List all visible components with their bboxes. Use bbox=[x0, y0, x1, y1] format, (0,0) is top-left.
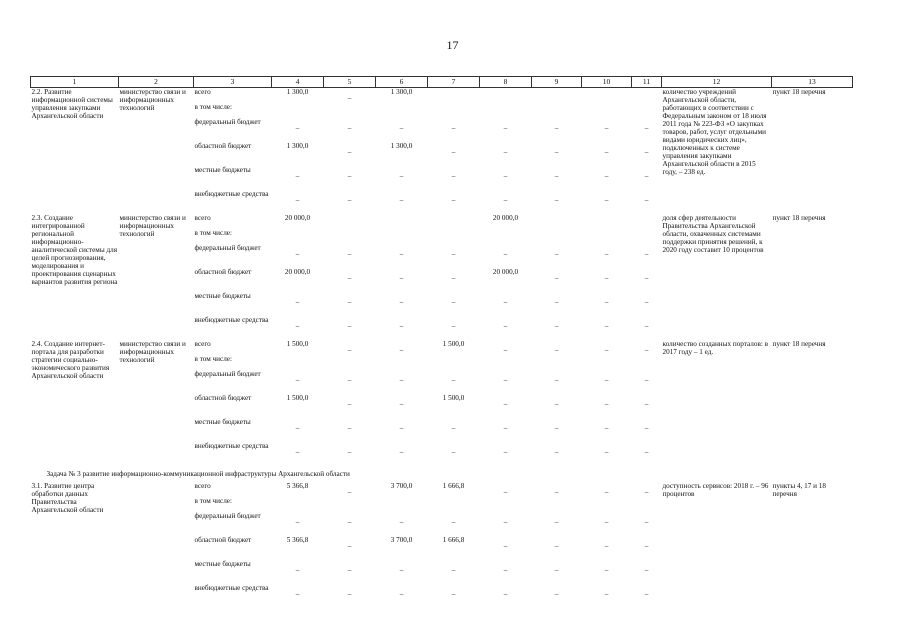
value-cell: – bbox=[554, 124, 559, 132]
value-cell bbox=[632, 88, 662, 104]
value-cell: 20 000,0 bbox=[284, 268, 311, 276]
funding-source: в том числе: bbox=[194, 103, 232, 111]
value-cell: – bbox=[554, 250, 559, 258]
value-cell: – bbox=[503, 250, 508, 258]
value-cell: – bbox=[554, 148, 559, 156]
value-cell bbox=[480, 103, 532, 118]
measure-name: 2.4. Создание интернет-портала для разработки стратегии социально-экономического развития Архангельской области bbox=[31, 340, 110, 380]
value-cell: – bbox=[399, 250, 404, 258]
measure-name: 2.3. Создание интегрированной региональной информационно-аналитической системы для целей прогнозирования, моделирования и проектирования сценарных вариантов развития региона bbox=[31, 214, 118, 286]
value-cell: – bbox=[604, 448, 609, 456]
reference: пункт 18 перечня bbox=[772, 340, 826, 348]
executor: министерство связи и информационных технологий bbox=[119, 88, 186, 112]
executor: министерство связи и информационных технологий bbox=[119, 340, 186, 364]
header-col: 7 bbox=[428, 77, 480, 88]
value-cell: – bbox=[503, 566, 508, 574]
value-cell: – bbox=[644, 566, 649, 574]
value-cell: – bbox=[604, 274, 609, 282]
funding-source: всего bbox=[194, 88, 211, 96]
value-cell: 3 700,0 bbox=[390, 536, 413, 544]
page-number: 17 bbox=[446, 38, 459, 52]
value-cell: – bbox=[347, 274, 352, 282]
value-cell: – bbox=[644, 424, 649, 432]
value-cell bbox=[272, 355, 324, 370]
funding-source: местные бюджеты bbox=[194, 292, 251, 300]
value-cell: 20 000,0 bbox=[492, 214, 519, 222]
value-cell: – bbox=[451, 274, 456, 282]
value-cell bbox=[376, 497, 428, 512]
value-cell bbox=[532, 355, 582, 370]
indicator: количество созданных порталов: в 2017 году – 1 ед. bbox=[662, 340, 769, 356]
value-cell: – bbox=[399, 518, 404, 526]
funding-source: местные бюджеты bbox=[194, 560, 251, 568]
header-col: 1 bbox=[31, 77, 119, 88]
value-cell: – bbox=[399, 172, 404, 180]
value-cell: – bbox=[451, 298, 456, 306]
value-cell: – bbox=[451, 424, 456, 432]
value-cell: – bbox=[604, 518, 609, 526]
value-cell: – bbox=[399, 322, 404, 330]
value-cell: – bbox=[347, 488, 352, 496]
value-cell: – bbox=[604, 346, 609, 354]
value-cell: – bbox=[503, 196, 508, 204]
value-cell bbox=[532, 229, 582, 244]
value-cell: – bbox=[554, 346, 559, 354]
header-col: 3 bbox=[194, 77, 272, 88]
task-title: Задача № 3 развитие информационно-коммуникационной инфраструктуры Архангельской области bbox=[46, 470, 350, 478]
value-cell: – bbox=[604, 124, 609, 132]
value-cell: 1 500,0 bbox=[286, 394, 309, 402]
value-cell: – bbox=[399, 298, 404, 306]
value-cell: – bbox=[503, 124, 508, 132]
value-cell bbox=[582, 88, 632, 104]
header-col: 10 bbox=[582, 77, 632, 88]
value-cell: – bbox=[644, 298, 649, 306]
value-cell bbox=[272, 229, 324, 244]
measure-name: 3.1. Развитие центра обработки данных Правительства Архангельской области bbox=[31, 482, 104, 514]
value-cell: – bbox=[604, 196, 609, 204]
value-cell: – bbox=[554, 424, 559, 432]
value-cell: – bbox=[347, 424, 352, 432]
table-row bbox=[31, 88, 853, 104]
value-cell: – bbox=[399, 566, 404, 574]
value-cell: 1 500,0 bbox=[442, 394, 465, 402]
executor bbox=[119, 482, 194, 608]
funding-source: внебюджетные средства bbox=[194, 584, 269, 592]
value-cell: – bbox=[451, 322, 456, 330]
value-cell: – bbox=[604, 376, 609, 384]
value-cell: – bbox=[347, 400, 352, 408]
value-cell: – bbox=[554, 488, 559, 496]
value-cell: – bbox=[644, 590, 649, 598]
value-cell: – bbox=[451, 518, 456, 526]
value-cell: – bbox=[347, 94, 352, 102]
funding-source: местные бюджеты bbox=[194, 418, 251, 426]
value-cell bbox=[632, 497, 662, 512]
value-cell: 1 666,8 bbox=[442, 536, 465, 544]
header-col: 4 bbox=[272, 77, 324, 88]
header-col: 6 bbox=[376, 77, 428, 88]
value-cell: – bbox=[399, 448, 404, 456]
value-cell: – bbox=[604, 424, 609, 432]
value-cell: – bbox=[295, 250, 300, 258]
value-cell: – bbox=[604, 298, 609, 306]
value-cell bbox=[428, 214, 480, 229]
value-cell: 1 500,0 bbox=[442, 340, 465, 348]
funding-source: всего bbox=[194, 214, 211, 222]
value-cell: – bbox=[347, 448, 352, 456]
value-cell: – bbox=[554, 274, 559, 282]
header-col: 12 bbox=[662, 77, 772, 88]
value-cell: – bbox=[554, 196, 559, 204]
header-col: 5 bbox=[324, 77, 376, 88]
value-cell: – bbox=[399, 274, 404, 282]
task-row bbox=[31, 466, 853, 482]
funding-source: в том числе: bbox=[194, 497, 232, 505]
indicator: доля сфер деятельности Правительства Архангельской области, охваченных системами поддержки принятия решений, к 2020 году составит 10 процентов bbox=[662, 214, 764, 254]
value-cell: – bbox=[554, 518, 559, 526]
value-cell: – bbox=[347, 542, 352, 550]
value-cell: – bbox=[451, 566, 456, 574]
value-cell bbox=[376, 355, 428, 370]
value-cell: – bbox=[451, 376, 456, 384]
value-cell: – bbox=[347, 518, 352, 526]
value-cell: – bbox=[347, 376, 352, 384]
funding-source: федеральный бюджет bbox=[194, 512, 261, 520]
value-cell: – bbox=[295, 124, 300, 132]
funding-source: областной бюджет bbox=[194, 536, 252, 544]
value-cell: – bbox=[295, 322, 300, 330]
indicator: доступность сервисов: 2018 г. – 96 процентов bbox=[662, 482, 769, 498]
value-cell bbox=[480, 497, 532, 512]
value-cell: – bbox=[503, 346, 508, 354]
value-cell: – bbox=[604, 542, 609, 550]
header-col: 11 bbox=[632, 77, 662, 88]
value-cell: – bbox=[399, 346, 404, 354]
table-row bbox=[31, 214, 853, 229]
value-cell: 20 000,0 bbox=[284, 214, 311, 222]
value-cell bbox=[376, 214, 428, 229]
funding-source: областной бюджет bbox=[194, 142, 252, 150]
value-cell: – bbox=[604, 148, 609, 156]
value-cell: – bbox=[399, 424, 404, 432]
value-cell: – bbox=[295, 196, 300, 204]
value-cell: – bbox=[347, 322, 352, 330]
value-cell bbox=[324, 214, 376, 229]
value-cell bbox=[632, 355, 662, 370]
value-cell: – bbox=[503, 298, 508, 306]
reference: пункт 18 перечня bbox=[772, 88, 826, 96]
value-cell: – bbox=[399, 196, 404, 204]
value-cell: – bbox=[554, 376, 559, 384]
value-cell bbox=[324, 497, 376, 512]
value-cell: – bbox=[347, 250, 352, 258]
header-col: 2 bbox=[119, 77, 194, 88]
value-cell bbox=[480, 88, 532, 104]
funding-source: областной бюджет bbox=[194, 268, 252, 276]
value-cell: 1 666,8 bbox=[442, 482, 465, 490]
funding-source: федеральный бюджет bbox=[194, 118, 261, 126]
value-cell bbox=[532, 103, 582, 118]
funding-source: всего bbox=[194, 340, 211, 348]
value-cell: – bbox=[451, 172, 456, 180]
header-row bbox=[31, 77, 853, 88]
value-cell: – bbox=[451, 148, 456, 156]
value-cell: – bbox=[554, 590, 559, 598]
value-cell: – bbox=[295, 518, 300, 526]
indicator: количество учреждений Архангельской области, работающих в соответствии с Федеральным законом от 18 июля 2011 года № 223-ФЗ «О закупках товаров, работ, услуг отдельными видами юридических лиц», подключенных к системе управления закупками Архангельской области в 2015 году, – 238 ед. bbox=[662, 88, 767, 176]
value-cell: – bbox=[399, 400, 404, 408]
value-cell bbox=[428, 355, 480, 370]
value-cell bbox=[582, 229, 632, 244]
value-cell bbox=[582, 355, 632, 370]
value-cell: – bbox=[554, 542, 559, 550]
value-cell: – bbox=[295, 298, 300, 306]
value-cell: – bbox=[503, 322, 508, 330]
value-cell bbox=[376, 229, 428, 244]
value-cell: – bbox=[451, 590, 456, 598]
value-cell: 1 300,0 bbox=[390, 142, 413, 150]
value-cell: 1 500,0 bbox=[286, 340, 309, 348]
value-cell: – bbox=[503, 424, 508, 432]
value-cell: – bbox=[503, 448, 508, 456]
value-cell: – bbox=[644, 274, 649, 282]
value-cell: – bbox=[644, 196, 649, 204]
value-cell: – bbox=[347, 346, 352, 354]
value-cell bbox=[428, 88, 480, 104]
value-cell: – bbox=[503, 400, 508, 408]
reference: пункт 18 перечня bbox=[772, 214, 826, 222]
value-cell: – bbox=[347, 566, 352, 574]
value-cell: – bbox=[295, 448, 300, 456]
value-cell: – bbox=[644, 124, 649, 132]
value-cell: – bbox=[644, 172, 649, 180]
value-cell: – bbox=[644, 250, 649, 258]
value-cell bbox=[480, 355, 532, 370]
value-cell: – bbox=[295, 376, 300, 384]
value-cell bbox=[324, 229, 376, 244]
value-cell: – bbox=[503, 376, 508, 384]
value-cell bbox=[272, 497, 324, 512]
value-cell: – bbox=[503, 488, 508, 496]
value-cell: – bbox=[503, 590, 508, 598]
funding-source: всего bbox=[194, 482, 211, 490]
value-cell: – bbox=[503, 518, 508, 526]
table-row bbox=[31, 340, 853, 355]
value-cell: – bbox=[644, 448, 649, 456]
value-cell bbox=[632, 103, 662, 118]
value-cell bbox=[582, 214, 632, 229]
value-cell: – bbox=[295, 566, 300, 574]
program-table bbox=[30, 76, 853, 608]
value-cell: – bbox=[644, 322, 649, 330]
value-cell bbox=[324, 355, 376, 370]
value-cell: – bbox=[604, 400, 609, 408]
value-cell: – bbox=[451, 196, 456, 204]
value-cell: – bbox=[451, 448, 456, 456]
funding-source: внебюджетные средства bbox=[194, 442, 269, 450]
value-cell: – bbox=[347, 590, 352, 598]
header-col: 13 bbox=[772, 77, 853, 88]
funding-source: внебюджетные средства bbox=[194, 316, 269, 324]
value-cell: 20 000,0 bbox=[492, 268, 519, 276]
value-cell: 1 300,0 bbox=[286, 142, 309, 150]
value-cell: 5 366,8 bbox=[286, 536, 309, 544]
value-cell: – bbox=[554, 322, 559, 330]
value-cell: – bbox=[644, 518, 649, 526]
value-cell: – bbox=[554, 172, 559, 180]
value-cell: – bbox=[347, 124, 352, 132]
value-cell bbox=[428, 103, 480, 118]
funding-source: федеральный бюджет bbox=[194, 370, 261, 378]
value-cell: – bbox=[554, 400, 559, 408]
table-row bbox=[31, 482, 853, 497]
value-cell bbox=[532, 88, 582, 104]
value-cell bbox=[324, 103, 376, 118]
value-cell bbox=[428, 497, 480, 512]
value-cell: 1 300,0 bbox=[286, 88, 309, 96]
header-col: 9 bbox=[532, 77, 582, 88]
value-cell: – bbox=[347, 298, 352, 306]
value-cell: – bbox=[347, 172, 352, 180]
value-cell bbox=[480, 229, 532, 244]
funding-source: областной бюджет bbox=[194, 394, 252, 402]
value-cell bbox=[428, 229, 480, 244]
value-cell: – bbox=[399, 590, 404, 598]
funding-source: внебюджетные средства bbox=[194, 190, 269, 198]
value-cell: – bbox=[503, 542, 508, 550]
value-cell: – bbox=[295, 590, 300, 598]
value-cell: – bbox=[644, 148, 649, 156]
value-cell: 3 700,0 bbox=[390, 482, 413, 490]
value-cell bbox=[272, 103, 324, 118]
reference: пункты 4, 17 и 18 перечня bbox=[772, 482, 826, 498]
value-cell bbox=[532, 497, 582, 512]
value-cell: – bbox=[604, 322, 609, 330]
header-col: 8 bbox=[480, 77, 532, 88]
value-cell bbox=[532, 214, 582, 229]
value-cell bbox=[376, 103, 428, 118]
value-cell bbox=[582, 497, 632, 512]
value-cell: 1 300,0 bbox=[390, 88, 413, 96]
value-cell: – bbox=[554, 298, 559, 306]
value-cell: – bbox=[604, 488, 609, 496]
value-cell: – bbox=[644, 376, 649, 384]
value-cell: – bbox=[503, 148, 508, 156]
value-cell: – bbox=[347, 196, 352, 204]
value-cell: 5 366,8 bbox=[286, 482, 309, 490]
funding-source: местные бюджеты bbox=[194, 166, 251, 174]
funding-source: федеральный бюджет bbox=[194, 244, 261, 252]
value-cell: – bbox=[644, 346, 649, 354]
value-cell: – bbox=[451, 124, 456, 132]
value-cell: – bbox=[644, 542, 649, 550]
value-cell: – bbox=[347, 148, 352, 156]
funding-source: в том числе: bbox=[194, 355, 232, 363]
value-cell: – bbox=[295, 172, 300, 180]
measure-name: 2.2. Развитие информационной системы управления закупками Архангельской области bbox=[31, 88, 113, 120]
value-cell: – bbox=[644, 400, 649, 408]
value-cell bbox=[582, 103, 632, 118]
value-cell: – bbox=[604, 172, 609, 180]
value-cell: – bbox=[604, 566, 609, 574]
value-cell: – bbox=[644, 488, 649, 496]
funding-source: в том числе: bbox=[194, 229, 232, 237]
executor: министерство связи и информационных технологий bbox=[119, 214, 186, 238]
value-cell: – bbox=[503, 172, 508, 180]
value-cell: – bbox=[554, 566, 559, 574]
value-cell: – bbox=[295, 424, 300, 432]
value-cell bbox=[632, 214, 662, 229]
value-cell: – bbox=[554, 448, 559, 456]
value-cell: – bbox=[604, 590, 609, 598]
value-cell: – bbox=[399, 376, 404, 384]
value-cell: – bbox=[604, 250, 609, 258]
value-cell bbox=[632, 229, 662, 244]
value-cell: – bbox=[451, 250, 456, 258]
value-cell: – bbox=[399, 124, 404, 132]
